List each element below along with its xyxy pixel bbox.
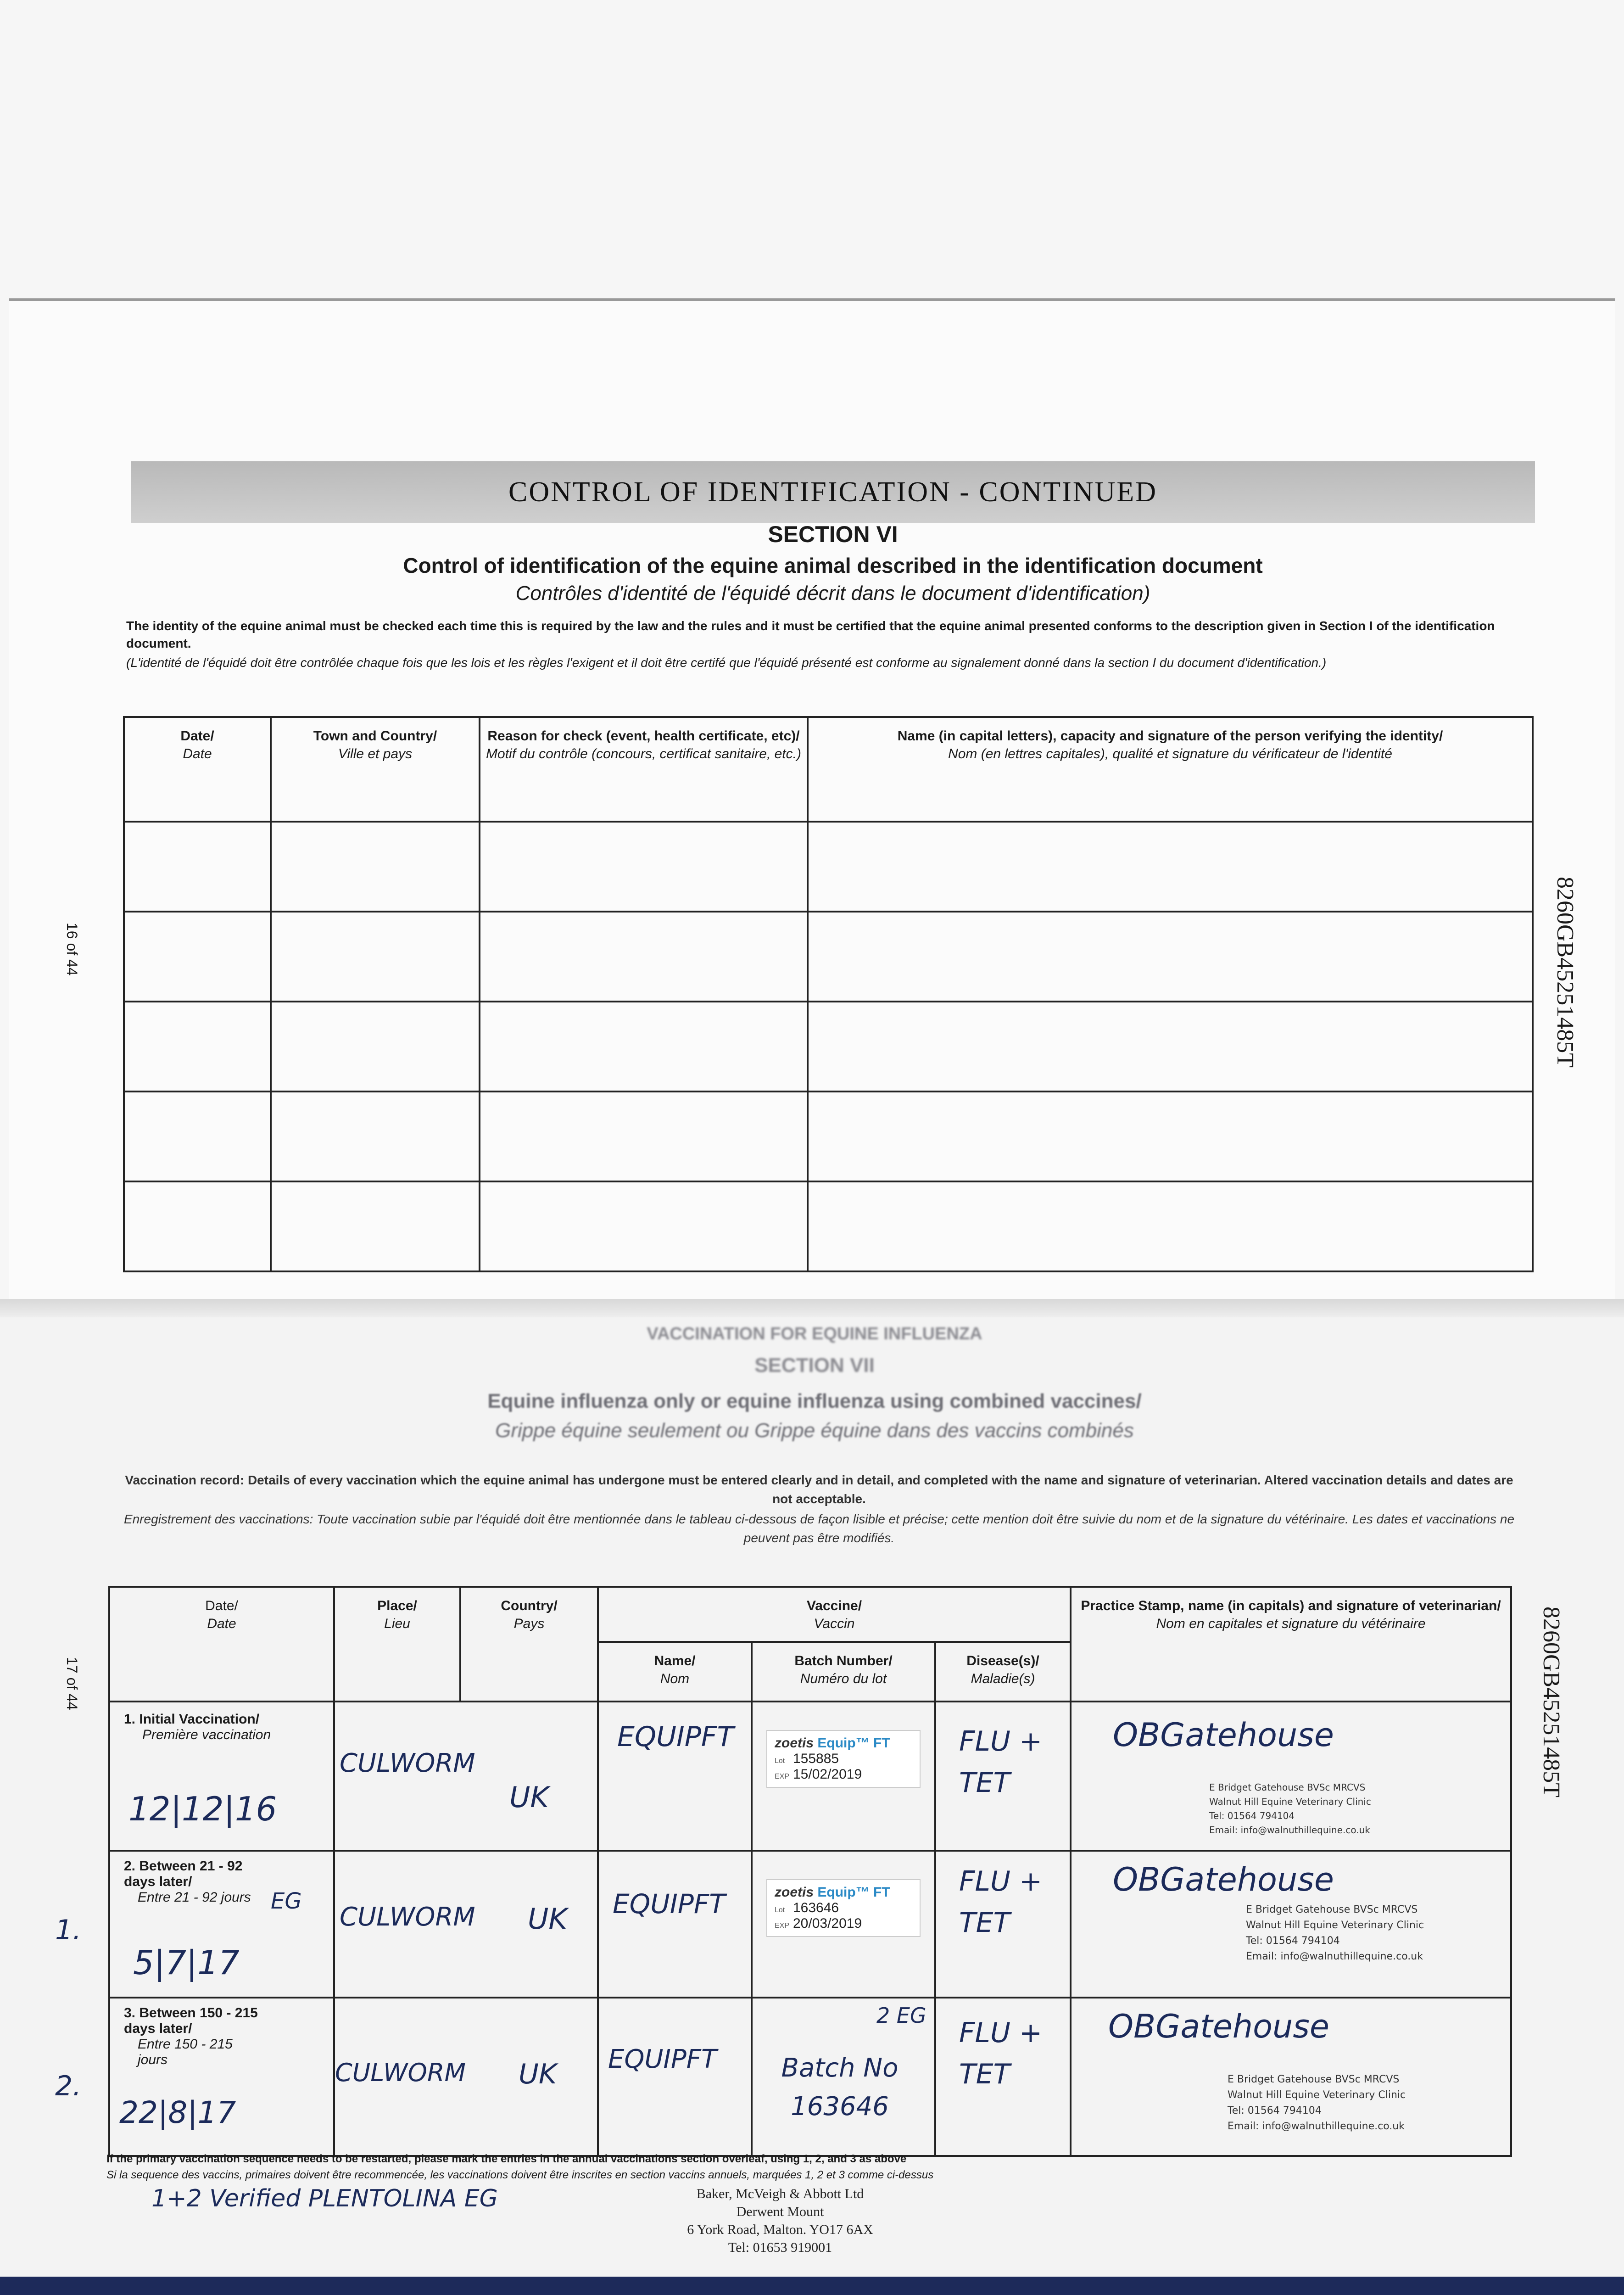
header-banner-text: CONTROL OF IDENTIFICATION - CONTINUED bbox=[508, 476, 1158, 508]
section-vii-record-en: Vaccination record: Details of every vaccination which the equine animal has undergone must be entered clearly and in detail, and completed with the name and signature of veterinarian. Altered vaccination details and dates are not acceptable. bbox=[125, 1473, 1513, 1506]
row2-vet-stamp: E Bridget Gatehouse BVSc MRCVS Walnut Hill Equine Veterinary Clinic Tel: 01564 794104 Email: info@walnuthillequine.co.uk bbox=[1246, 1904, 1424, 1963]
row1-signature: OBGatehouse bbox=[1113, 1716, 1334, 1754]
col-town-fr: Ville et pays bbox=[338, 746, 413, 761]
serial-number-lower: 8260GB45251485T bbox=[1538, 1606, 1564, 1797]
row3-signature: OBGatehouse bbox=[1108, 2008, 1329, 2045]
footnote-en: If the primary vaccination sequence needs to be restarted, please mark the entries in the annual vaccinations section overleaf, using 1, 2, and 3 as above bbox=[106, 2153, 907, 2165]
col-reason-header bbox=[480, 717, 808, 822]
section-vii-title-en: Equine influenza only or equine influenza using combined vaccines/ bbox=[487, 1390, 1142, 1412]
vcol-country-header: Country/ Pays bbox=[460, 1587, 598, 1702]
row3-place: CULWORM bbox=[335, 2058, 466, 2087]
row2-label-initials: EG bbox=[271, 1888, 302, 1914]
section-vi-instruction-fr: (L'identité de l'équidé doit être contrôlée chaque fois que les lois et les règles l'exigent et il doit être certifé que l'équidé présenté est conforme au signalement donné dans la section I du document d'identification.) bbox=[126, 655, 1327, 670]
table-row bbox=[124, 1092, 1533, 1181]
col-reason-en: Reason for check (event, health certificate, etc)/ bbox=[487, 728, 800, 744]
col-verifier-fr: Nom (en lettres capitales), qualité et signature du vérificateur de l'identité bbox=[948, 746, 1392, 761]
section-vi-title-en: Control of identification of the equine animal described in the identification document bbox=[403, 554, 1263, 577]
vaccination-row-1: 1. Initial Vaccination/ Première vaccination 12|12|16 CULWORM UK EQUIPFT zoetis Equip™ FT Lot 155885 EXP 15/02/2019 FLU + TET OBGatehouse E Bridget Gatehouse BVSc MRCVS Walnut Hill Equine Veterinary Clinic Tel: 01564 794104 Email: info@walnuthillequine.co.uk bbox=[109, 1702, 1511, 1851]
col-date-header bbox=[124, 717, 271, 822]
row2-signature: OBGatehouse bbox=[1113, 1861, 1334, 1898]
col-town-header bbox=[271, 717, 480, 822]
page-number-17: 17 of 44 bbox=[64, 1657, 80, 1710]
row2-vaccine-name: EQUIPFT bbox=[613, 1888, 725, 1920]
col-verifier-en: Name (in capital letters), capacity and signature of the person verifying the identity/ bbox=[897, 728, 1443, 744]
row2-country: UK bbox=[528, 1902, 568, 1936]
section-vi-label: SECTION VI bbox=[768, 521, 898, 547]
section-vi-title-fr: Contrôles d'identité de l'équidé décrit dans le document d'identification) bbox=[515, 582, 1150, 605]
page-number-16: 16 of 44 bbox=[64, 923, 80, 976]
row3-batch-initials: 2 EG bbox=[876, 2003, 926, 2028]
col-date-fr: Date bbox=[183, 746, 212, 761]
margin-note-2: 2. bbox=[55, 2070, 82, 2102]
table-row bbox=[124, 1181, 1533, 1271]
row2-batch-label: zoetis Equip™ FT Lot 163646 EXP 20/03/2019 bbox=[766, 1879, 921, 1937]
table-row bbox=[124, 1002, 1533, 1092]
section-vii-record-fr: Enregistrement des vaccinations: Toute vaccination subie par l'équidé doit être mentionnée dans le tableau ci-dessous de façon lisible et précise; cette mention doit être suivie du nom et de la signature du vétérinaire. Les dates et vaccinations ne peuvent pas être modifiés. bbox=[123, 1512, 1515, 1545]
row1-date: 12|12|16 bbox=[128, 1790, 277, 1828]
identification-header-row bbox=[124, 717, 1533, 822]
page-fold-shadow bbox=[0, 1299, 1624, 1317]
section-vii-title-fr: Grippe équine seulement ou Grippe équine dans des vaccins combinés bbox=[495, 1419, 1134, 1442]
col-date-en: Date/ bbox=[180, 728, 214, 744]
row3-vet-stamp: E Bridget Gatehouse BVSc MRCVS Walnut Hill Equine Veterinary Clinic Tel: 01564 794104 Email: info@walnuthillequine.co.uk bbox=[1228, 2074, 1406, 2133]
vcol-name-header: Name/ Nom bbox=[598, 1642, 752, 1702]
verified-handwritten-note: 1+2 Verified PLENTOLINA EG bbox=[151, 2185, 498, 2212]
row1-vet-stamp: E Bridget Gatehouse BVSc MRCVS Walnut Hill Equine Veterinary Clinic Tel: 01564 794104 Email: info@walnuthillequine.co.uk bbox=[1209, 1782, 1371, 1836]
vaccination-table bbox=[108, 1586, 1512, 2157]
row1-batch-label: zoetis Equip™ FT Lot 155885 EXP 15/02/2019 bbox=[766, 1730, 921, 1788]
row2-date: 5|7|17 bbox=[133, 1943, 240, 1982]
header-banner bbox=[131, 461, 1535, 523]
row1-place: CULWORM bbox=[340, 1748, 475, 1778]
col-verifier-header bbox=[808, 717, 1533, 822]
row3-country: UK bbox=[519, 2058, 557, 2090]
vcol-stamp-header: Practice Stamp, name (in capitals) and signature of veterinarian/ Nom en capitales et signature du vétérinaire bbox=[1071, 1587, 1511, 1702]
row1-disease: FLU + TET bbox=[959, 1725, 1043, 1799]
row1-vaccine-name: EQUIPFT bbox=[617, 1721, 734, 1753]
serial-number-upper: 8260GB45251485T bbox=[1552, 877, 1578, 1068]
vcol-date-header: Date/ Date bbox=[109, 1587, 334, 1702]
row1-country: UK bbox=[509, 1780, 549, 1814]
section-vii-label: SECTION VII bbox=[754, 1354, 875, 1377]
vcol-place-header: Place/ Lieu bbox=[334, 1587, 460, 1702]
vaccination-row-3: 3. Between 150 - 215 days later/ Entre 150 - 215 jours 22|8|17 CULWORM UK EQUIPFT 2 EG Batch No 163646 FLU + TET OBGatehouse E Bridget Gatehouse BVSc MRCVS Walnut Hill Equine Veterinary Clinic Tel: 01564 794104 Email: info@walnuthillequine.co.uk bbox=[109, 1998, 1511, 2156]
vcol-disease-header: Disease(s)/ Maladie(s) bbox=[935, 1642, 1071, 1702]
row3-batch-handwritten: Batch No 163646 bbox=[781, 2053, 899, 2121]
identification-check-table bbox=[123, 716, 1534, 1272]
row3-disease: FLU + TET bbox=[959, 2017, 1043, 2090]
footnote-fr: Si la sequence des vaccins, primaires doivent être recommencée, les vaccinations doivent être inscrites en section vaccins annuels, marquées 1, 2 et 3 comme ci-dessus bbox=[106, 2169, 934, 2181]
vcol-vaccine-header: Vaccine/ Vaccin bbox=[598, 1587, 1071, 1642]
row3-date: 22|8|17 bbox=[119, 2095, 236, 2130]
table-row bbox=[124, 822, 1533, 912]
row3-vaccine-name: EQUIPFT bbox=[608, 2044, 717, 2074]
practice-address-stamp: Baker, McVeigh & Abbott Ltd Derwent Mount 6 York Road, Malton. YO17 6AX Tel: 01653 919001 bbox=[687, 2186, 873, 2255]
vaccination-row-2: 2. Between 21 - 92 days later/ Entre 21 - 92 jours EG 5|7|17 CULWORM UK EQUIPFT zoetis Equip™ FT Lot 163646 EXP 20/03/2019 FLU + TET OBGatehouse E Bridget Gatehouse BVSc MRCVS Walnut Hill Equine Veterinary Clinic Tel: 01564 794104 Email: info@walnuthillequine.co.uk bbox=[109, 1851, 1511, 1998]
col-reason-fr: Motif du contrôle (concours, certificat sanitaire, etc.) bbox=[486, 746, 801, 761]
section-vii-heading: VACCINATION FOR EQUINE INFLUENZA bbox=[647, 1324, 982, 1343]
row2-place: CULWORM bbox=[340, 1902, 475, 1932]
margin-note-1: 1. bbox=[55, 1914, 82, 1946]
vcol-batch-header: Batch Number/ Numéro du lot bbox=[752, 1642, 935, 1702]
col-town-en: Town and Country/ bbox=[313, 728, 437, 744]
bottom-edge bbox=[0, 2277, 1624, 2295]
section-vi-instruction-en: The identity of the equine animal must be checked each time this is required by the law and the rules and it must be certified that the equine animal presented conforms to the description given in Section I of the identification document. bbox=[126, 619, 1495, 650]
table-row bbox=[124, 912, 1533, 1002]
row2-disease: FLU + TET bbox=[959, 1865, 1043, 1939]
